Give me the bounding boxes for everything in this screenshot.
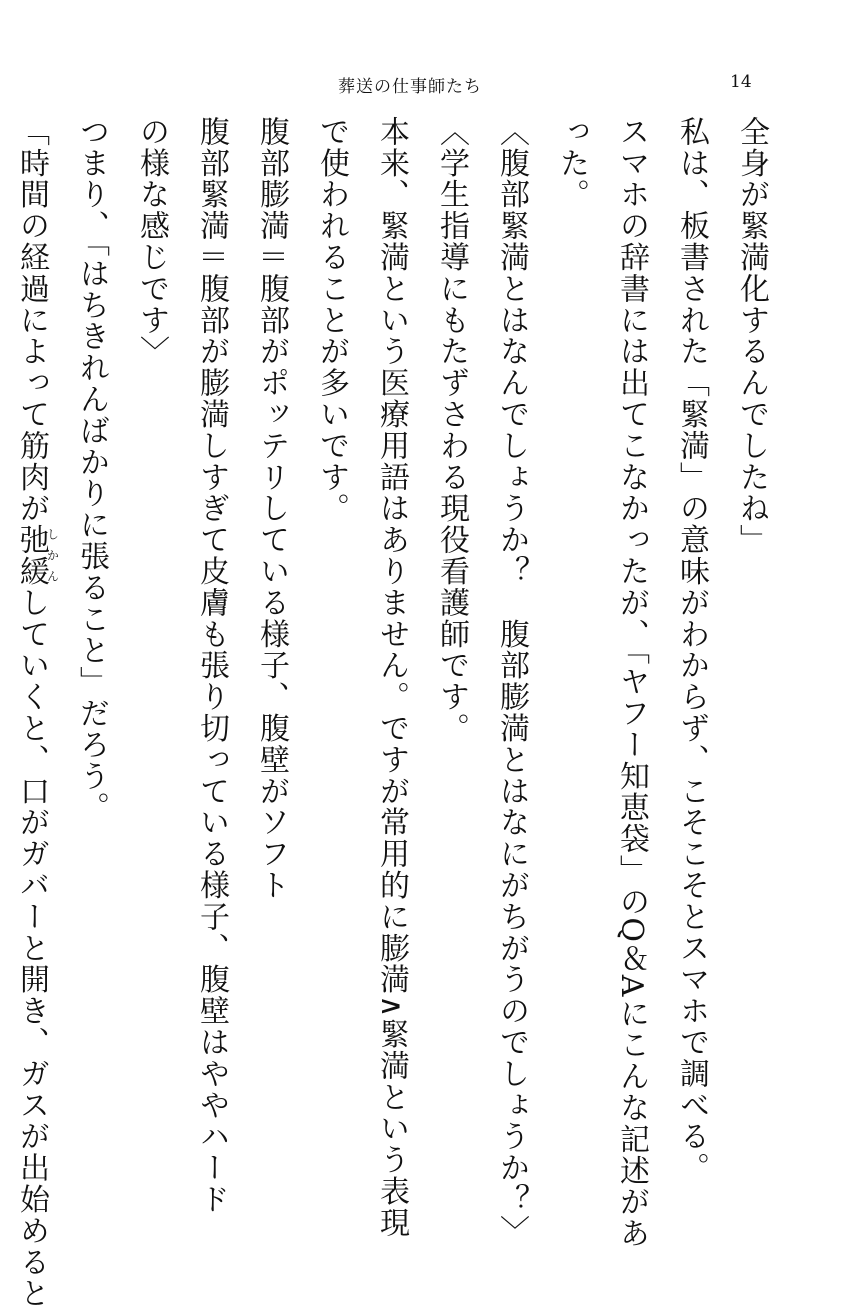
text-line: 〈学生指導にもたずさわる現役看護師です。	[434, 116, 469, 744]
ruby-reading: しかん	[45, 524, 60, 588]
text-line: った。	[554, 116, 589, 211]
text-line-with-ruby	[1, 116, 61, 1309]
text-line: つまり、「はちきれんばかりに張ること」だろう。	[74, 116, 109, 824]
text-segment: していくと、口がガバーと開き、ガスが出始めると	[14, 587, 49, 1309]
body-text	[14, 116, 781, 1309]
page-number: 14	[730, 72, 752, 92]
text-line: 〈腹部緊満とはなんでしょうか？ 腹部膨満とはなにがちがうのでしょうか？〉	[494, 116, 529, 1247]
text-line: 本来、緊満という医療用語はありません。ですが常用的に膨満∧緊満という表現	[374, 116, 409, 1239]
text-line: 全身が緊満化するんでしたね」	[734, 116, 769, 556]
text-line: 腹部膨満＝腹部がポッテリしている様子、腹壁がソフト	[254, 116, 289, 901]
text-line: で使われることが多いです。	[314, 116, 349, 525]
text-segment: 「時間の経過によって筋肉が	[14, 116, 49, 525]
text-line: 私は、板書された「緊満」の意味がわからず、こそこそとスマホで調べる。	[674, 116, 709, 1184]
text-line: の様な感じです〉	[134, 116, 169, 368]
text-line: 腹部緊満＝腹部が膨満しすぎて皮膚も張り切っている様子、腹壁はややハード	[194, 116, 229, 1215]
text-line	[0, 116, 1, 1116]
ruby-word	[14, 524, 60, 588]
text-line: スマホの辞書には出てこなかったが、「ヤフー知恵袋」のQ＆Aにこんな記述があ	[614, 116, 649, 1250]
ruby-base: 弛緩	[14, 524, 49, 588]
book-title: 葬送の仕事師たち	[338, 77, 482, 97]
running-head	[0, 72, 841, 96]
